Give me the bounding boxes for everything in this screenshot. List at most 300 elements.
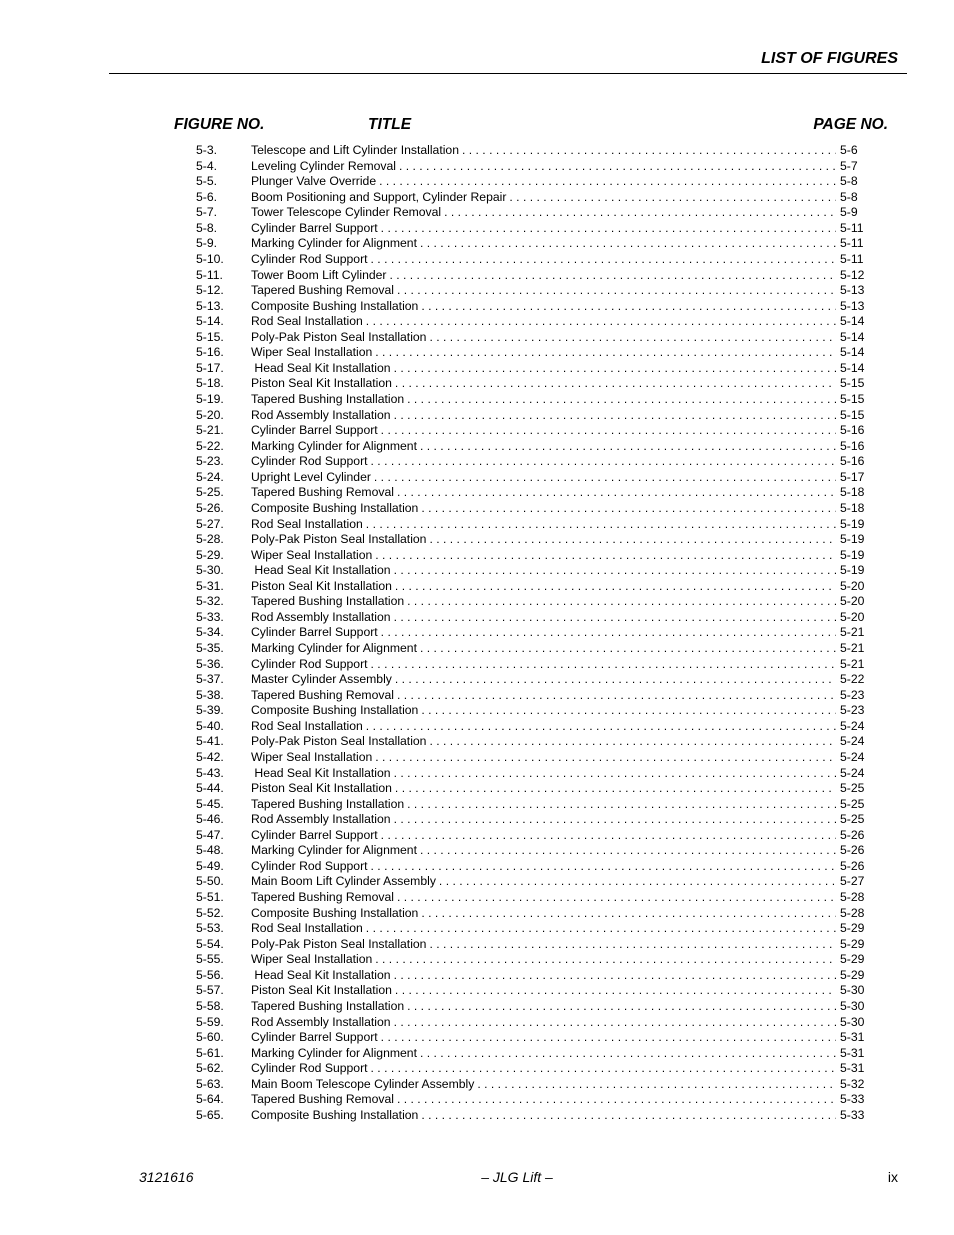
figure-page-number: 5-24 <box>840 765 865 780</box>
figure-page-number: 5-15 <box>840 392 865 406</box>
figure-number: 5-44. <box>196 781 224 796</box>
dot-leader <box>420 641 836 657</box>
figure-title: Rod Seal Installation <box>251 516 363 531</box>
figure-title: Leveling Cylinder Removal <box>251 158 396 173</box>
dot-leader <box>366 719 836 735</box>
dot-leader <box>375 750 836 766</box>
figure-number: 5-63. <box>196 1076 224 1091</box>
figure-list-item[interactable] <box>196 766 866 782</box>
figure-list-item[interactable] <box>196 548 866 564</box>
figure-number: 5-29. <box>196 547 224 562</box>
figure-page-number: 5-31 <box>840 1030 865 1045</box>
figure-title: Marking Cylinder for Alignment <box>251 843 417 858</box>
figure-page-number: 5-28 <box>840 890 865 904</box>
figure-list-item[interactable] <box>196 174 866 190</box>
figure-page-number: 5-6 <box>840 143 858 157</box>
dot-leader <box>381 1030 836 1046</box>
figure-list-item[interactable] <box>196 750 866 766</box>
dot-leader <box>394 968 836 984</box>
figure-title: Wiper Seal Installation <box>251 749 373 764</box>
figure-list-item[interactable] <box>196 454 866 470</box>
figure-page-number: 5-16 <box>840 454 865 469</box>
figure-page-number: 5-26 <box>840 858 865 873</box>
dot-leader <box>407 594 836 610</box>
figure-number: 5-45. <box>196 796 224 811</box>
figure-page-number: 5-28 <box>840 905 865 920</box>
figure-number: 5-26. <box>196 500 224 515</box>
figure-list-item[interactable] <box>196 485 866 501</box>
figure-title: Telescope and Lift Cylinder Installation <box>251 143 459 157</box>
figure-page-number: 5-19 <box>840 532 865 547</box>
figure-list-item[interactable] <box>196 983 866 999</box>
figure-title: Tapered Bushing Removal <box>251 687 394 702</box>
figure-title: Master Cylinder Assembly <box>251 672 392 687</box>
dot-leader <box>379 174 836 190</box>
dot-leader <box>395 376 836 392</box>
figure-title: Cylinder Barrel Support <box>251 827 378 842</box>
figure-page-number: 5-26 <box>840 827 865 842</box>
figure-list-item[interactable] <box>196 828 866 844</box>
figure-list-item[interactable] <box>196 594 866 610</box>
figure-page-number: 5-21 <box>840 641 865 655</box>
figure-page-number: 5-31 <box>840 1045 865 1060</box>
figure-number: 5-35. <box>196 641 224 655</box>
figure-title: Tapered Bushing Removal <box>251 1092 394 1107</box>
figure-number: 5-55. <box>196 952 224 967</box>
figure-title: Cylinder Rod Support <box>251 454 368 469</box>
footer-center-text: – JLG Lift – <box>481 1169 553 1185</box>
figure-list-item[interactable] <box>196 672 866 688</box>
figure-number: 5-46. <box>196 812 224 827</box>
figure-title: Tapered Bushing Installation <box>251 594 405 609</box>
figure-number: 5-49. <box>196 858 224 873</box>
figure-number: 5-54. <box>196 936 224 951</box>
figure-list-item[interactable] <box>196 641 866 657</box>
figure-title: Cylinder Barrel Support <box>251 220 378 235</box>
figure-list-item[interactable] <box>196 563 866 579</box>
figure-title: Cylinder Barrel Support <box>251 625 378 640</box>
figure-title: Poly-Pak Piston Seal Installation <box>251 734 427 749</box>
figure-number: 5-24. <box>196 469 224 484</box>
figure-number: 5-17. <box>196 360 224 375</box>
dot-leader <box>394 408 836 424</box>
figure-title: Boom Positioning and Support, Cylinder Repair <box>251 189 507 204</box>
figure-title: Cylinder Barrel Support <box>251 423 378 438</box>
figure-page-number: 5-16 <box>840 438 865 453</box>
figure-title: Composite Bushing Installation <box>251 905 419 920</box>
dot-leader <box>429 532 836 548</box>
figure-number: 5-18. <box>196 376 224 391</box>
figure-list-item[interactable] <box>196 719 866 735</box>
figure-number: 5-31. <box>196 578 224 593</box>
figure-list-item[interactable] <box>196 1092 866 1108</box>
figure-page-number: 5-9 <box>840 205 858 220</box>
figure-page-number: 5-27 <box>840 874 865 889</box>
figure-list-item[interactable] <box>196 734 866 750</box>
dot-leader <box>381 423 836 439</box>
figure-page-number: 5-11 <box>840 220 864 235</box>
figure-list-item[interactable] <box>196 921 866 937</box>
figure-page-number: 5-19 <box>840 516 865 531</box>
figure-title: Main Boom Lift Cylinder Assembly <box>251 874 436 889</box>
dot-leader <box>371 859 836 875</box>
figure-number: 5-48. <box>196 843 224 858</box>
figure-list-item[interactable] <box>196 999 866 1015</box>
dot-leader <box>395 672 836 688</box>
figure-number: 5-19. <box>196 392 224 406</box>
figure-list-item[interactable] <box>196 937 866 953</box>
dot-leader <box>394 812 836 828</box>
figure-number: 5-14. <box>196 314 224 329</box>
figure-number: 5-13. <box>196 298 224 313</box>
figure-number: 5-56. <box>196 967 224 982</box>
figure-number: 5-32. <box>196 594 224 609</box>
figure-list-item[interactable] <box>196 657 866 673</box>
figure-title: Marking Cylinder for Alignment <box>251 236 417 251</box>
figure-page-number: 5-21 <box>840 656 865 671</box>
figure-page-number: 5-30 <box>840 1014 865 1029</box>
figure-page-number: 5-29 <box>840 952 865 967</box>
dot-leader <box>407 392 836 408</box>
figure-title: Rod Assembly Installation <box>251 812 391 827</box>
figure-title: Upright Level Cylinder <box>251 469 371 484</box>
figure-page-number: 5-24 <box>840 734 865 749</box>
figure-list-item[interactable] <box>196 283 866 299</box>
figure-number: 5-15. <box>196 329 224 344</box>
figure-title: Tapered Bushing Removal <box>251 283 394 298</box>
dot-leader <box>477 1077 836 1093</box>
page-header-title: LIST OF FIGURES <box>761 50 898 67</box>
dot-leader <box>371 1061 836 1077</box>
figure-page-number: 5-15 <box>840 407 865 422</box>
figure-page-number: 5-7 <box>840 158 858 173</box>
dot-leader <box>429 734 836 750</box>
figure-list-item[interactable] <box>196 579 866 595</box>
figure-title: Poly-Pak Piston Seal Installation <box>251 532 427 547</box>
figure-list-item[interactable] <box>196 906 866 922</box>
figure-list-item[interactable] <box>196 1108 866 1124</box>
figure-list-item[interactable] <box>196 688 866 704</box>
figure-page-number: 5-26 <box>840 843 865 858</box>
header-rule <box>109 73 907 74</box>
dot-leader <box>397 485 836 501</box>
dot-leader <box>421 501 836 517</box>
dot-leader <box>394 610 836 626</box>
figure-title: Cylinder Rod Support <box>251 1061 368 1076</box>
figure-title: Marking Cylinder for Alignment <box>251 1045 417 1060</box>
figure-list-item[interactable] <box>196 859 866 875</box>
figure-list-item[interactable] <box>196 703 866 719</box>
figure-title: Rod Assembly Installation <box>251 1014 391 1029</box>
figure-page-number: 5-17 <box>840 469 865 484</box>
figure-number: 5-40. <box>196 718 224 733</box>
figure-title: Poly-Pak Piston Seal Installation <box>251 329 427 344</box>
figure-title: Piston Seal Kit Installation <box>251 578 392 593</box>
figure-number: 5-43. <box>196 765 224 780</box>
figure-number: 5-42. <box>196 749 224 764</box>
dot-leader <box>421 299 836 315</box>
figure-number: 5-39. <box>196 703 224 718</box>
dot-leader <box>381 221 836 237</box>
dot-leader <box>421 906 836 922</box>
figure-list-item[interactable] <box>196 236 866 252</box>
dot-leader <box>366 921 836 937</box>
figure-list-item[interactable] <box>196 221 866 237</box>
figure-list-item[interactable] <box>196 952 866 968</box>
figure-page-number: 5-14 <box>840 314 865 329</box>
figure-list-item[interactable] <box>196 1046 866 1062</box>
figure-title: Piston Seal Kit Installation <box>251 376 392 391</box>
figure-list-item[interactable] <box>196 1061 866 1077</box>
figure-title: Tower Telescope Cylinder Removal <box>251 205 442 220</box>
figure-list-item[interactable] <box>196 470 866 486</box>
dot-leader <box>374 470 836 486</box>
dot-leader <box>429 937 836 953</box>
figure-page-number: 5-24 <box>840 749 865 764</box>
figure-list-item[interactable] <box>196 797 866 813</box>
figure-number: 5-64. <box>196 1092 224 1107</box>
figure-list-item[interactable] <box>196 501 866 517</box>
figure-list-item[interactable] <box>196 361 866 377</box>
figure-title: Wiper Seal Installation <box>251 547 373 562</box>
figure-page-number: 5-8 <box>840 174 858 189</box>
figure-page-number: 5-25 <box>840 812 865 827</box>
figure-number: 5-7. <box>196 205 218 220</box>
figure-list-item[interactable] <box>196 439 866 455</box>
figure-page-number: 5-19 <box>840 563 865 578</box>
figure-page-number: 5-22 <box>840 672 865 687</box>
figure-number: 5-28. <box>196 532 224 547</box>
figure-title: Tapered Bushing Removal <box>251 485 394 500</box>
figure-number: 5-6. <box>196 189 218 204</box>
figure-number: 5-34. <box>196 625 224 640</box>
figure-page-number: 5-29 <box>840 967 865 982</box>
figure-title: Head Seal Kit Installation <box>251 360 391 375</box>
figure-page-number: 5-18 <box>840 500 865 515</box>
figure-page-number: 5-14 <box>840 329 865 344</box>
dot-leader <box>421 703 836 719</box>
dot-leader <box>394 361 836 377</box>
figure-list-item[interactable] <box>196 408 866 424</box>
figure-list-item[interactable] <box>196 532 866 548</box>
figure-page-number: 5-29 <box>840 921 865 936</box>
figure-title: Wiper Seal Installation <box>251 345 373 360</box>
figure-title: Piston Seal Kit Installation <box>251 983 392 998</box>
figure-number: 5-30. <box>196 563 224 578</box>
dot-leader <box>399 159 836 175</box>
figure-title: Poly-Pak Piston Seal Installation <box>251 936 427 951</box>
figure-list-item[interactable] <box>196 143 866 159</box>
figure-page-number: 5-12 <box>840 267 865 282</box>
figure-page-number: 5-21 <box>840 625 865 640</box>
dot-leader <box>394 766 836 782</box>
figure-list-item[interactable] <box>196 205 866 221</box>
figure-number: 5-41. <box>196 734 224 749</box>
figure-title: Head Seal Kit Installation <box>251 563 391 578</box>
figure-title: Tower Boom Lift Cylinder <box>251 267 387 282</box>
figure-number: 5-25. <box>196 485 224 500</box>
figure-title: Piston Seal Kit Installation <box>251 781 392 796</box>
dot-leader <box>395 579 836 595</box>
figure-title: Rod Seal Installation <box>251 314 363 329</box>
column-header-figure-no: FIGURE NO. <box>174 116 265 133</box>
figure-title: Composite Bushing Installation <box>251 703 419 718</box>
figure-list-item[interactable] <box>196 392 866 408</box>
figure-page-number: 5-14 <box>840 360 865 375</box>
dot-leader <box>389 268 836 284</box>
dot-leader <box>366 517 836 533</box>
figure-number: 5-47. <box>196 827 224 842</box>
figure-list-item[interactable] <box>196 330 866 346</box>
figure-title: Rod Assembly Installation <box>251 407 391 422</box>
dot-leader <box>397 283 836 299</box>
figure-title: Cylinder Rod Support <box>251 251 368 266</box>
dot-leader <box>420 236 836 252</box>
figure-list <box>196 143 866 1123</box>
figure-page-number: 5-23 <box>840 703 865 718</box>
figure-number: 5-8. <box>196 220 218 235</box>
figure-number: 5-58. <box>196 998 224 1013</box>
figure-page-number: 5-8 <box>840 189 858 204</box>
dot-leader <box>375 952 836 968</box>
dot-leader <box>366 314 836 330</box>
figure-page-number: 5-20 <box>840 594 865 609</box>
dot-leader <box>394 1015 836 1031</box>
figure-list-item[interactable] <box>196 252 866 268</box>
figure-list-item[interactable] <box>196 890 866 906</box>
figure-number: 5-60. <box>196 1030 224 1045</box>
figure-list-item[interactable] <box>196 610 866 626</box>
figure-list-item[interactable] <box>196 314 866 330</box>
column-header-title: TITLE <box>368 116 412 133</box>
figure-title: Tapered Bushing Installation <box>251 392 405 406</box>
figure-page-number: 5-14 <box>840 345 865 360</box>
figure-number: 5-59. <box>196 1014 224 1029</box>
dot-leader <box>381 625 836 641</box>
dot-leader <box>509 190 836 206</box>
figure-page-number: 5-19 <box>840 547 865 562</box>
figure-title: Composite Bushing Installation <box>251 500 419 515</box>
figure-list-item[interactable] <box>196 345 866 361</box>
figure-number: 5-38. <box>196 687 224 702</box>
figure-list-item[interactable] <box>196 376 866 392</box>
figure-number: 5-65. <box>196 1107 224 1122</box>
figure-page-number: 5-24 <box>840 718 865 733</box>
figure-list-item[interactable] <box>196 968 866 984</box>
figure-title: Rod Assembly Installation <box>251 609 391 624</box>
dot-leader <box>375 345 836 361</box>
figure-list-item[interactable] <box>196 1015 866 1031</box>
figure-number: 5-21. <box>196 423 224 438</box>
dot-leader <box>421 1108 836 1124</box>
figure-list-item[interactable] <box>196 268 866 284</box>
figure-page-number: 5-18 <box>840 485 865 500</box>
figure-title: Head Seal Kit Installation <box>251 967 391 982</box>
figure-title: Cylinder Rod Support <box>251 656 368 671</box>
figure-list-item[interactable] <box>196 517 866 533</box>
figure-number: 5-52. <box>196 905 224 920</box>
figure-page-number: 5-32 <box>840 1076 865 1091</box>
figure-page-number: 5-29 <box>840 936 865 951</box>
figure-title: Composite Bushing Installation <box>251 1107 419 1122</box>
figure-number: 5-50. <box>196 874 224 889</box>
figure-title: Marking Cylinder for Alignment <box>251 438 417 453</box>
figure-number: 5-9. <box>196 236 218 251</box>
dot-leader <box>407 797 836 813</box>
figure-page-number: 5-11 <box>840 251 864 266</box>
figure-list-item[interactable] <box>196 812 866 828</box>
figure-number: 5-4. <box>196 158 218 173</box>
figure-page-number: 5-23 <box>840 687 865 702</box>
dot-leader <box>407 999 836 1015</box>
figure-number: 5-53. <box>196 921 224 936</box>
figure-number: 5-37. <box>196 672 224 687</box>
figure-page-number: 5-11 <box>840 236 864 251</box>
dot-leader <box>444 205 836 221</box>
figure-list-item[interactable] <box>196 625 866 641</box>
figure-page-number: 5-16 <box>840 423 865 438</box>
figure-list-item[interactable] <box>196 781 866 797</box>
figure-title: Rod Seal Installation <box>251 718 363 733</box>
figure-title: Rod Seal Installation <box>251 921 363 936</box>
figure-number: 5-3. <box>196 143 218 157</box>
figure-list-item[interactable] <box>196 1077 866 1093</box>
figure-number: 5-10. <box>196 251 224 266</box>
figure-list-item[interactable] <box>196 843 866 859</box>
dot-leader <box>395 983 836 999</box>
footer-page-number: ix <box>887 1169 898 1185</box>
column-header-page-no: PAGE NO. <box>813 116 888 133</box>
figure-title: Tapered Bushing Removal <box>251 890 394 904</box>
dot-leader <box>397 688 836 704</box>
figure-number: 5-36. <box>196 656 224 671</box>
dot-leader <box>397 890 836 906</box>
figure-number: 5-12. <box>196 283 224 298</box>
figure-page-number: 5-15 <box>840 376 865 391</box>
figure-title: Cylinder Barrel Support <box>251 1030 378 1045</box>
figure-title: Tapered Bushing Installation <box>251 796 405 811</box>
dot-leader <box>462 143 836 159</box>
figure-list-item[interactable] <box>196 423 866 439</box>
figure-list-item[interactable] <box>196 190 866 206</box>
figure-list-item[interactable] <box>196 1030 866 1046</box>
dot-leader <box>371 454 836 470</box>
figure-page-number: 5-25 <box>840 781 865 796</box>
figure-list-item[interactable] <box>196 874 866 890</box>
figure-page-number: 5-13 <box>840 298 865 313</box>
figure-page-number: 5-33 <box>840 1092 865 1107</box>
figure-list-item[interactable] <box>196 299 866 315</box>
figure-title: Cylinder Rod Support <box>251 858 368 873</box>
figure-page-number: 5-25 <box>840 796 865 811</box>
figure-number: 5-62. <box>196 1061 224 1076</box>
figure-number: 5-51. <box>196 890 224 904</box>
figure-title: Composite Bushing Installation <box>251 298 419 313</box>
figure-page-number: 5-20 <box>840 578 865 593</box>
figure-page-number: 5-30 <box>840 983 865 998</box>
figure-title: Head Seal Kit Installation <box>251 765 391 780</box>
dot-leader <box>395 781 836 797</box>
figure-page-number: 5-33 <box>840 1107 865 1122</box>
figure-number: 5-16. <box>196 345 224 360</box>
figure-page-number: 5-31 <box>840 1061 865 1076</box>
figure-title: Tapered Bushing Installation <box>251 998 405 1013</box>
dot-leader <box>371 252 836 268</box>
figure-list-item[interactable] <box>196 159 866 175</box>
dot-leader <box>429 330 836 346</box>
figure-number: 5-61. <box>196 1045 224 1060</box>
figure-title: Marking Cylinder for Alignment <box>251 641 417 655</box>
